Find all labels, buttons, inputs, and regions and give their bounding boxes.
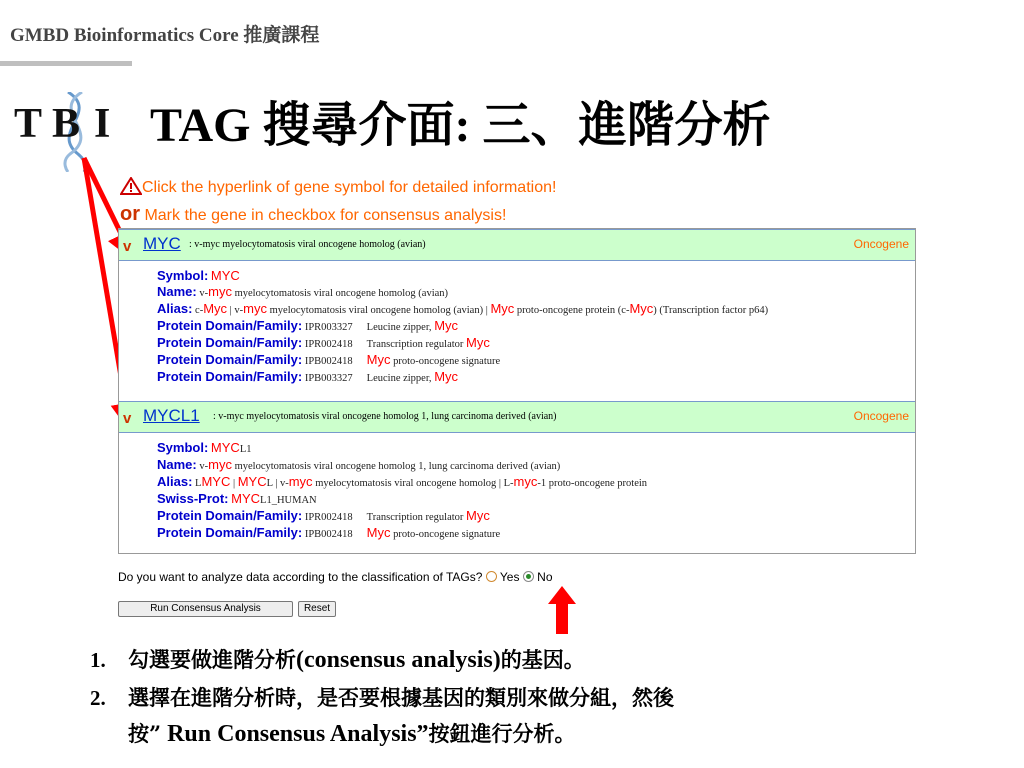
radio-no-label: No: [537, 570, 553, 584]
detail-value: myelocytomatosis viral oncogene homolog | L-: [312, 478, 514, 489]
header-divider: [0, 61, 132, 66]
radio-yes-label: Yes: [499, 570, 520, 584]
detail-key: Protein Domain/Family:: [157, 335, 303, 350]
detail-highlight: Myc: [434, 318, 459, 333]
title-cjk-2: 三、進階分析: [482, 97, 771, 153]
detail-key: Protein Domain/Family:: [157, 352, 303, 367]
detail-value: IPB003327: [304, 373, 353, 384]
detail-value: L1: [239, 444, 252, 455]
slide-title: [150, 86, 770, 155]
gene-description-myc: : v-myc myelocytomatosis viral oncogene homolog (avian): [189, 239, 426, 250]
detail-row: [157, 525, 500, 540]
detail-key: Protein Domain/Family:: [157, 318, 303, 333]
gene-header-myc: [119, 229, 915, 261]
gene-checkbox-mycl1[interactable]: v: [123, 410, 132, 427]
detail-highlight: myc: [288, 474, 313, 489]
detail-row: [157, 457, 560, 472]
title-latin: TAG: [150, 99, 263, 152]
detail-value: proto-oncogene protein (c-: [514, 305, 630, 316]
detail-value: Leucine zipper,: [366, 373, 435, 384]
gene-symbol-link-myc[interactable]: MYC: [143, 234, 181, 253]
gene-tag-mycl1: Oncogene: [853, 409, 909, 423]
detail-row: [157, 318, 458, 333]
detail-value: L | v-: [266, 478, 289, 489]
note-1-part-b: (consensus analysis): [296, 647, 501, 673]
instruction-line-1: [120, 177, 556, 197]
arrow-up-to-radio: [548, 586, 576, 634]
detail-key: Name:: [157, 457, 197, 472]
detail-value: -1 proto-oncogene protein: [537, 478, 648, 489]
detail-key: Name:: [157, 284, 197, 299]
detail-key: Symbol:: [157, 268, 209, 283]
detail-highlight: Myc: [629, 301, 654, 316]
detail-row: [157, 440, 251, 455]
detail-row: [157, 335, 490, 350]
instruction-text-1: Click the hyperlink of gene symbol for detailed information!: [142, 179, 557, 196]
note-2-continued: [128, 718, 576, 748]
detail-row: [157, 491, 317, 506]
detail-key: Swiss-Prot:: [157, 491, 229, 506]
detail-key: Protein Domain/Family:: [157, 525, 303, 540]
question-text: Do you want to analyze data according to the classification of TAGs?: [118, 570, 483, 584]
note-2-part-c: 按鈕進行分析。: [428, 721, 576, 746]
detail-highlight: MYC: [201, 474, 231, 489]
detail-highlight: Myc: [466, 335, 490, 350]
warning-icon: [120, 177, 142, 195]
detail-highlight: myc: [243, 301, 267, 316]
detail-highlight: myc: [513, 474, 538, 489]
detail-row: [157, 301, 768, 316]
run-consensus-analysis-button[interactable]: Run Consensus Analysis: [118, 601, 293, 617]
note-2-number: 2.: [90, 686, 106, 710]
detail-highlight: Myc: [366, 352, 391, 367]
detail-value: myelocytomatosis viral oncogene homolog 1, lung carcinoma derived (avian): [231, 461, 561, 472]
note-2-line-1: 選擇在進階分析時，是否要根據基因的類別來做分組，然後: [128, 685, 674, 710]
logo-letter-t: T: [14, 101, 43, 147]
instruction-line-2: [120, 203, 506, 226]
detail-row: [157, 508, 490, 523]
results-panel: [118, 228, 916, 554]
detail-value: ) (Transcription factor p64): [653, 305, 769, 316]
detail-value: Leucine zipper,: [366, 322, 435, 333]
detail-row: [157, 268, 240, 283]
note-2-part-b: Run Consensus Analysis”: [161, 721, 429, 747]
detail-value: c-: [195, 305, 204, 316]
note-2: [90, 682, 674, 712]
detail-value: v-: [199, 461, 209, 472]
detail-key: Protein Domain/Family:: [157, 369, 303, 384]
detail-value: myelocytomatosis viral oncogene homolog (avian) |: [267, 305, 491, 316]
title-cjk: 搜尋介面: [262, 97, 455, 153]
detail-row: [157, 369, 458, 384]
note-2-part-a: 按”: [128, 721, 162, 746]
detail-key: Symbol:: [157, 440, 209, 455]
detail-highlight: MYC: [210, 268, 240, 283]
detail-value: IPR002418: [304, 339, 353, 350]
note-1-number: 1.: [90, 648, 106, 672]
detail-highlight: MYC: [231, 491, 261, 506]
detail-highlight: Myc: [366, 525, 391, 540]
note-1-part-a: 勾選要做進階分析: [128, 647, 296, 672]
detail-highlight: Myc: [466, 508, 490, 523]
logo-letter-i: I: [94, 101, 111, 147]
detail-row: [157, 474, 647, 489]
detail-row: [157, 284, 448, 299]
logo-letter-b: B: [52, 101, 81, 147]
detail-highlight: MYC: [210, 440, 240, 455]
detail-highlight: myc: [208, 284, 232, 299]
title-colon: :: [454, 99, 483, 152]
detail-key: Alias:: [157, 474, 193, 489]
detail-value: v-: [199, 288, 209, 299]
gene-checkbox-myc[interactable]: v: [123, 238, 132, 255]
detail-value: IPR003327: [304, 322, 353, 333]
detail-value: L1_HUMAN: [260, 495, 317, 506]
detail-value: Transcription regulator: [366, 339, 467, 350]
detail-value: IPB002418: [304, 356, 353, 367]
reset-button[interactable]: Reset: [298, 601, 336, 617]
classification-question: [118, 570, 553, 584]
detail-value: IPB002418: [304, 529, 353, 540]
note-1: [90, 644, 585, 674]
detail-value: myelocytomatosis viral oncogene homolog (avian): [231, 288, 449, 299]
detail-value: L: [195, 478, 202, 489]
detail-key: Alias:: [157, 301, 193, 316]
detail-highlight: myc: [208, 457, 232, 472]
detail-highlight: MYC: [237, 474, 267, 489]
radio-no[interactable]: [523, 571, 534, 582]
detail-highlight: Myc: [203, 301, 228, 316]
detail-value: Transcription regulator: [366, 512, 467, 523]
radio-yes[interactable]: [486, 571, 497, 582]
instruction-text-2: Mark the gene in checkbox for consensus analysis!: [144, 207, 507, 224]
detail-highlight: Myc: [434, 369, 459, 384]
gene-symbol-link-mycl1[interactable]: MYCL1: [143, 406, 200, 425]
detail-value: proto-oncogene signature: [390, 356, 501, 367]
detail-key: Protein Domain/Family:: [157, 508, 303, 523]
detail-highlight: Myc: [490, 301, 515, 316]
detail-value: |: [230, 478, 238, 489]
gene-header-mycl1: [119, 401, 915, 433]
detail-value: IPR002418: [304, 512, 353, 523]
detail-value: | v-: [227, 305, 244, 316]
gene-tag-myc: Oncogene: [853, 237, 909, 251]
note-1-part-c: 的基因。: [500, 647, 585, 672]
gene-description-mycl1: : v-myc myelocytomatosis viral oncogene homolog 1, lung carcinoma derived (avian): [213, 411, 557, 422]
course-header: GMBD Bioinformatics Core 推廣課程: [10, 25, 320, 46]
detail-value: proto-oncogene signature: [390, 529, 501, 540]
or-label: or: [120, 203, 140, 225]
detail-row: [157, 352, 500, 367]
